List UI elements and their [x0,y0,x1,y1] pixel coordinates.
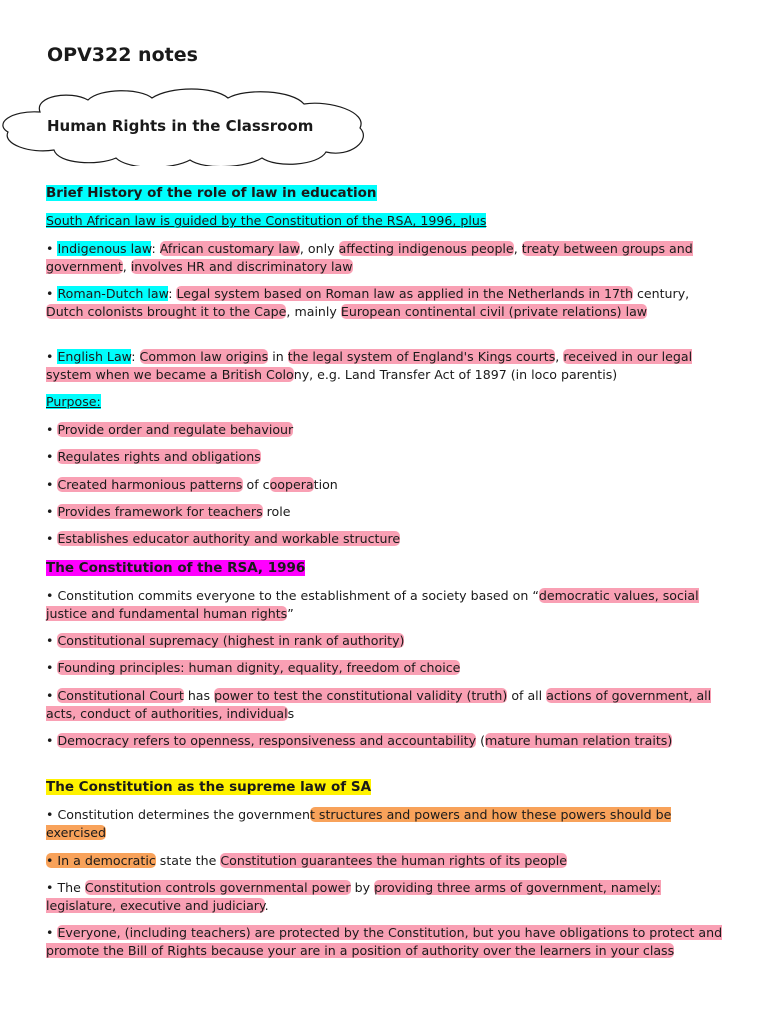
text-span: Provide order and regulate behaviour [57,422,294,437]
text-span: Constitution commits everyone to the establishment of a society based on “ [57,588,539,603]
text-span: • [46,349,54,364]
text-span: • [46,588,54,603]
cloud-heading: Human Rights in the Classroom [47,117,314,135]
text-span: Created harmonious patterns [57,477,243,492]
text-span: Establishes educator authority and workable structure [57,531,401,546]
text-span: Common law origins [139,349,269,364]
text-span: Purpose: [46,394,101,409]
text-span: role [266,504,291,519]
text-span: • [46,504,54,519]
text-span: • [46,688,54,703]
text-span: , [513,241,518,256]
text-span: by [354,880,371,895]
bullet-roman-dutch-law [46,285,726,321]
text-span: , [122,259,127,274]
text-span: Constitution guarantees the human rights of its people [220,853,568,868]
text-span: tion [313,477,338,492]
text-span: , [555,349,560,364]
text-span: Democracy refers to openness, responsiveness and accountability [57,733,477,748]
text-span: actions of government, all acts, conduct of authorities, individual [46,688,712,721]
text-span: of c [246,477,270,492]
purpose-item [46,448,726,466]
text-span: South African law is guided by the Constitution of the RSA, 1996, plus [46,213,487,228]
purpose-item [46,476,726,494]
text-span: English Law [57,349,132,364]
section-heading-supreme-law [46,778,726,796]
bullet-controls [46,879,726,915]
text-span: • [46,449,54,464]
bullet-english-law [46,348,726,384]
text-span: received in our legal system when we became a British Colo [46,349,693,382]
bullet-court [46,687,726,723]
text-span: Constitution determines the governmen [57,807,310,822]
text-span: in [272,349,284,364]
text-span: Brief History of the role of law in education [46,185,377,201]
bullet-founding [46,659,726,677]
text-span: . [264,898,269,913]
text-span: state the [159,853,217,868]
text-span: affecting indigenous people [338,241,514,256]
text-span: power to test the constitutional validity (truth) [214,688,508,703]
bullet-commits [46,587,726,623]
text-span: t structures and powers and how these powers should be exercised [46,807,672,840]
text-span: s [287,706,295,721]
text-span: , [286,304,291,319]
intro-line [46,212,726,230]
text-span: • [46,286,54,301]
text-span: European continental civil (private relations) law [340,304,648,319]
text-span: oopera [269,477,314,492]
text-span: : [168,286,173,301]
text-span: mature human relation traits) [485,733,673,748]
text-span: • [46,477,54,492]
text-span: : [131,349,136,364]
text-span: ny, e.g. Land Transfer Act of 1897 (in loco parentis) [293,367,618,382]
text-span: African customary law [159,241,300,256]
text-span: The [57,880,81,895]
text-span: mainly [294,304,337,319]
text-span: The Constitution as the supreme law of SA [46,779,372,795]
bullet-democratic [46,852,726,870]
text-span: democratic values, social justice and fundamental human rights [46,588,699,621]
text-span: : [151,241,156,256]
text-span: Constitutional Court [57,688,184,703]
text-span: ( [480,733,485,748]
document-title: OPV322 notes [47,44,198,66]
text-span: Constitutional supremacy (highest in rank of authority) [57,633,405,648]
bullet-supremacy [46,632,726,650]
text-span: providing three arms of government, namely: legislature, executive and judiciary [46,880,661,913]
text-span: Founding principles: human dignity, equality, freedom of choice [57,660,461,675]
text-span: Everyone, (including teachers) are protected by the Constitution, but you have obligations to protect and promote the Bill of Rights because your are in a position of authority over the learners in your class [46,925,723,958]
text-span: Dutch colonists brought it to the Cape [46,304,287,319]
text-span: , [299,241,304,256]
text-span: Roman-Dutch law [57,286,169,301]
text-span: Provides framework for teachers [57,504,263,519]
purpose-item [46,421,726,439]
text-span: The Constitution of the RSA, 1996 [46,560,306,576]
text-span: Constitution controls governmental power [84,880,351,895]
section-heading-history [46,184,726,202]
bullet-determines [46,806,726,842]
section-heading-constitution [46,559,726,577]
text-span: Regulates rights and obligations [57,449,261,464]
text-span: • [46,660,54,675]
bullet-everyone [46,924,726,960]
purpose-item [46,503,726,521]
text-span: • [46,880,54,895]
text-span: of all [511,688,543,703]
text-span: treaty between groups and government [46,241,693,274]
text-span: • [46,925,54,940]
purpose-item [46,530,726,548]
text-span: • [46,733,54,748]
text-span: Indigenous law [57,241,152,256]
text-span: Legal system based on Roman law as applied in the Netherlands in 17th [176,286,633,301]
bullet-democracy [46,732,726,750]
text-span: involves HR and discriminatory law [130,259,353,274]
purpose-label [46,393,726,411]
text-span: • [46,422,54,437]
bullet-indigenous-law [46,240,726,276]
text-span: • [46,633,54,648]
text-span: • [46,531,54,546]
text-span: only [307,241,335,256]
text-span: ” [287,606,294,621]
text-span: • In a democratic [46,853,156,868]
text-span: has [187,688,211,703]
text-span: • [46,807,54,822]
text-span: • [46,241,54,256]
text-span: the legal system of England's Kings courts [287,349,556,364]
text-span: century, [636,286,690,301]
